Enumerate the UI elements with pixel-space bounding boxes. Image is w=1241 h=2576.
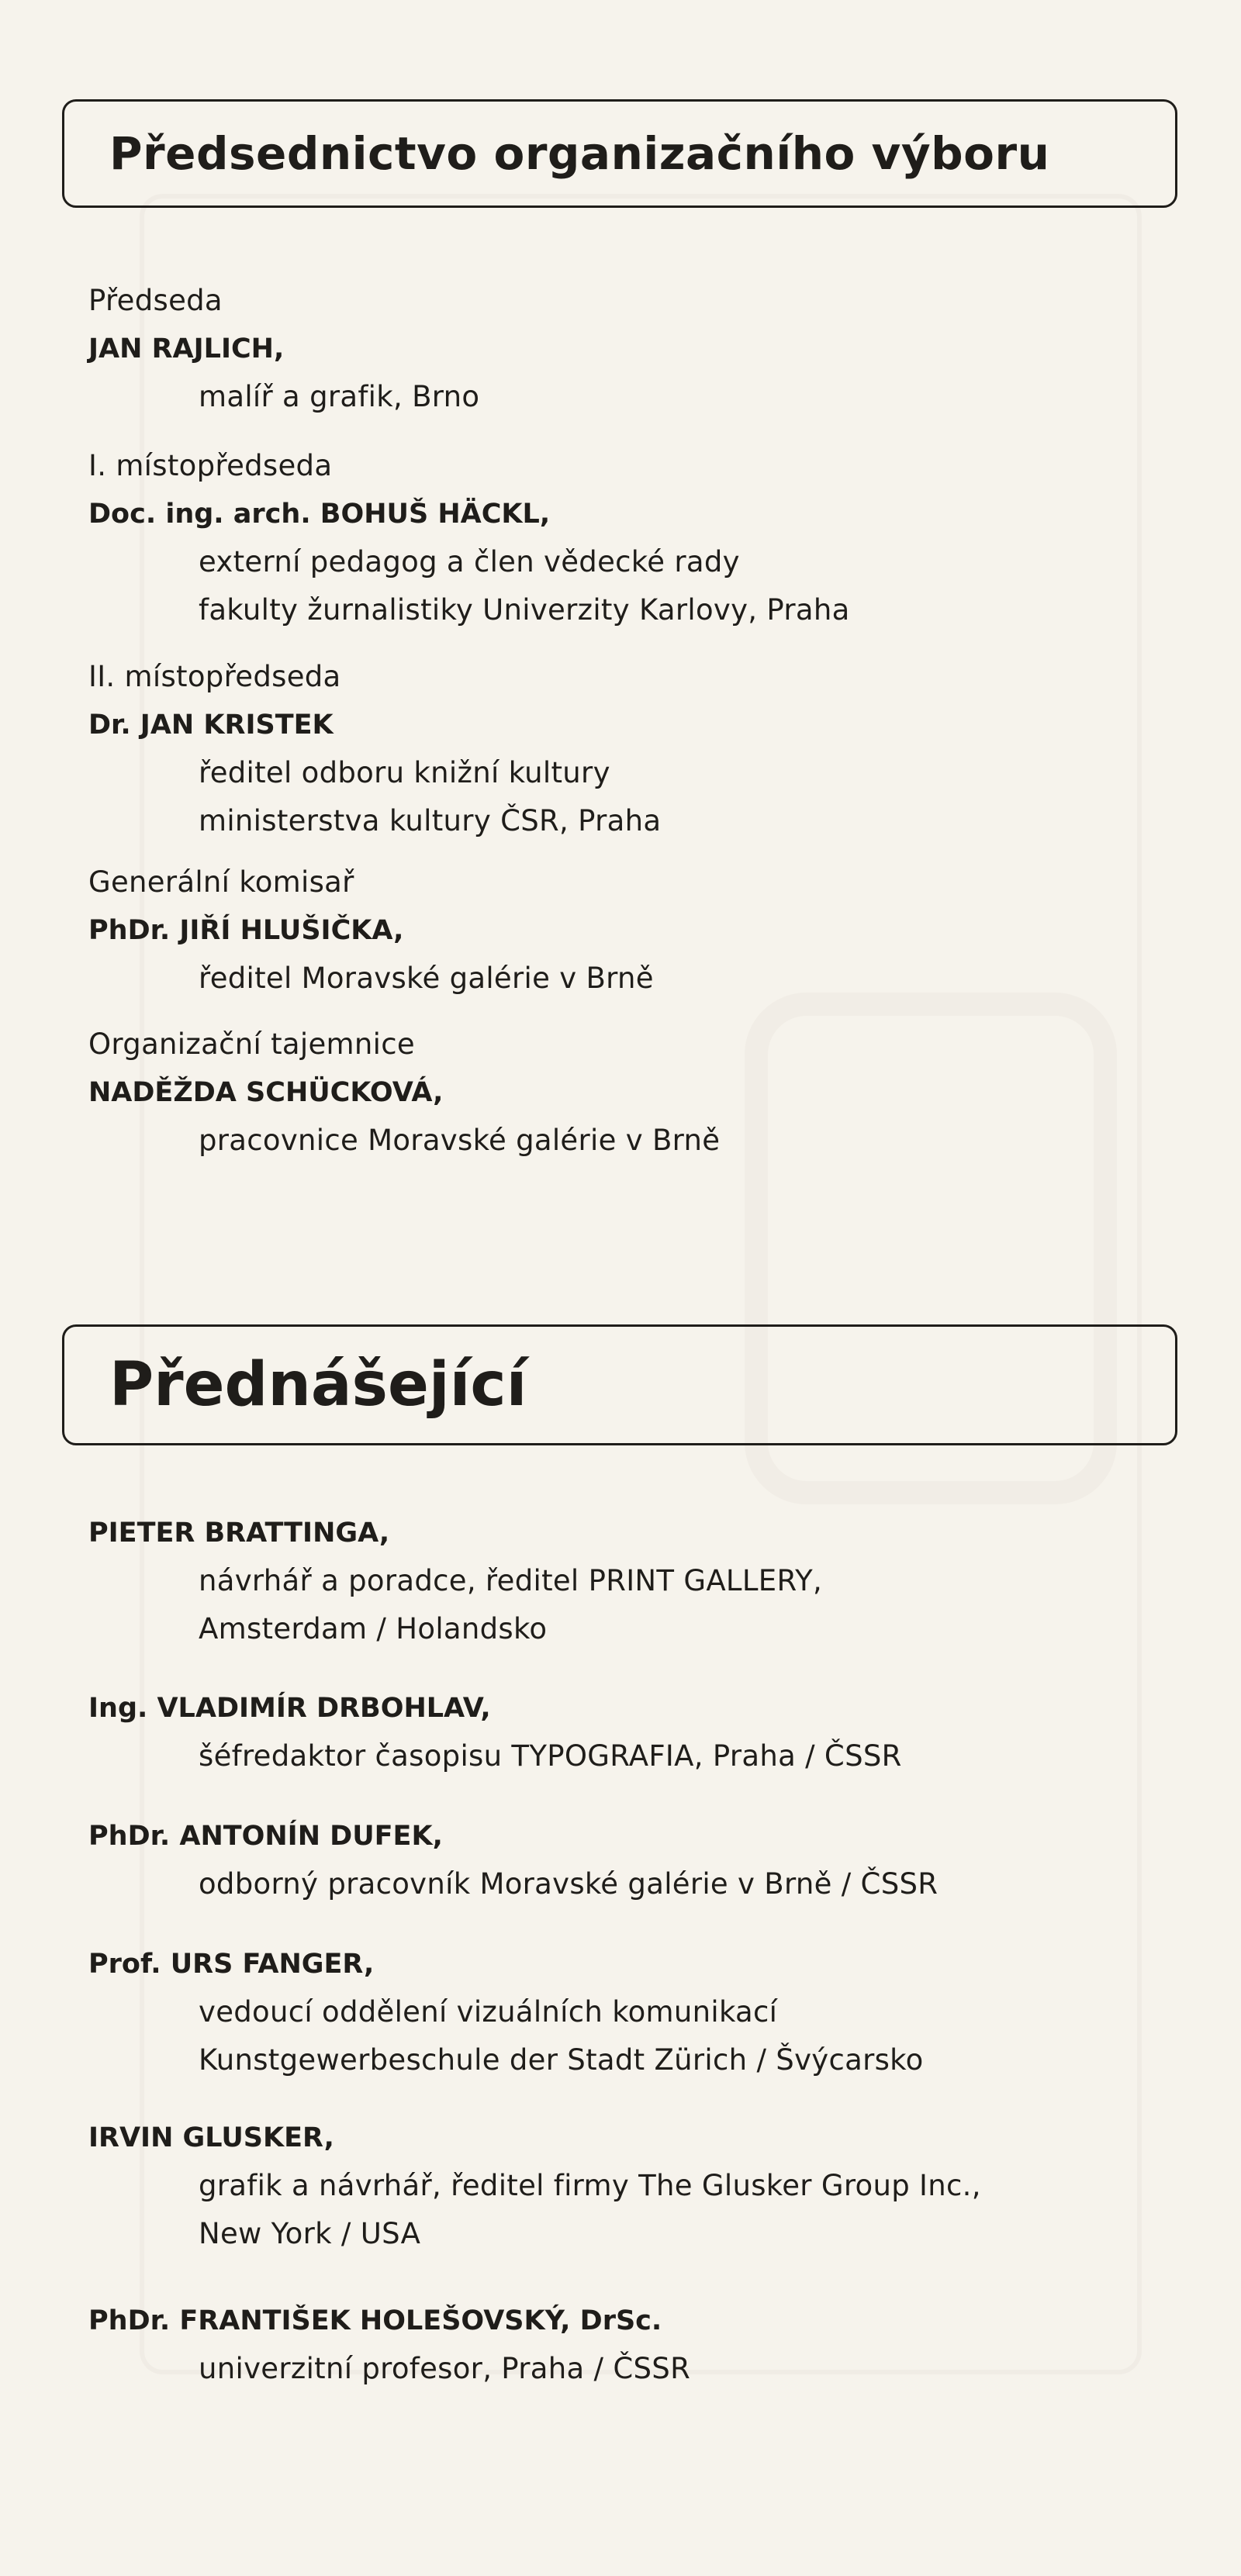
member-name: PhDr. JIŘÍ HLUŠIČKA, [88,915,404,946]
speaker-description: šéfredaktor časopisu TYPOGRAFIA, Praha / ČSSR [199,1739,902,1773]
committee-heading-box [62,99,1177,208]
speaker-description: vedoucí oddělení vizuálních komunikací [199,1995,778,2029]
speaker-entry [88,1509,1174,1653]
speaker-name: IRVIN GLUSKER, [88,2122,334,2153]
member-description: fakulty žurnalistiky Univerzity Karlovy, Praha [199,593,850,627]
member-description: ministerstva kultury ČSR, Praha [199,804,662,837]
member-description: externí pedagog a člen vědecké rady [199,545,740,578]
member-name: Dr. JAN KRISTEK [88,710,334,741]
speaker-entry [88,1684,1174,1780]
speakers-heading-box [62,1324,1177,1445]
speaker-description: Amsterdam / Holandsko [199,1612,548,1645]
speakers-heading: Přednášející [109,1350,527,1420]
committee-member-chairman [88,277,1174,421]
speaker-description: New York / USA [199,2217,421,2250]
member-role: I. místopředseda [88,449,333,482]
speaker-description: návrhář a poradce, ředitel PRINT GALLERY, [199,1564,823,1597]
committee-heading: Předsednictvo organizačního výboru [109,127,1050,180]
speaker-entry [88,1940,1174,2084]
speaker-description: grafik a návrhář, ředitel firmy The Glusker Group Inc., [199,2169,981,2202]
speaker-description: univerzitní profesor, Praha / ČSSR [199,2352,691,2385]
speaker-description: odborný pracovník Moravské galérie v Brně / ČSSR [199,1867,939,1901]
member-role: II. místopředseda [88,660,341,693]
member-name: Doc. ing. arch. BOHUŠ HÄCKL, [88,499,551,530]
speaker-entry [88,2297,1174,2393]
speaker-name: PIETER BRATTINGA, [88,1518,390,1549]
member-name: NADĚŽDA SCHÜCKOVÁ, [88,1077,444,1108]
member-role: Organizační tajemnice [88,1027,415,1061]
member-description: ředitel odboru knižní kultury [199,756,610,789]
member-description: malíř a grafik, Brno [199,380,480,413]
speaker-name: PhDr. ANTONÍN DUFEK, [88,1821,443,1852]
committee-member-vice-chairman-2 [88,653,1174,845]
member-description: ředitel Moravské galérie v Brně [199,962,654,995]
member-role: Předseda [88,284,223,317]
speaker-entry [88,2114,1174,2258]
speaker-description: Kunstgewerbeschule der Stadt Zürich / Švýcarsko [199,2043,924,2077]
committee-member-secretary [88,1020,1174,1165]
committee-member-vice-chairman-1 [88,442,1174,634]
speaker-entry [88,1812,1174,1908]
member-name: JAN RAJLICH, [88,333,285,364]
speaker-name: Prof. URS FANGER, [88,1949,375,1980]
speaker-name: PhDr. FRANTIŠEK HOLEŠOVSKÝ, DrSc. [88,2305,662,2336]
member-description: pracovnice Moravské galérie v Brně [199,1124,721,1157]
speaker-name: Ing. VLADIMÍR DRBOHLAV, [88,1693,491,1724]
committee-member-commissioner [88,858,1174,1003]
member-role: Generální komisař [88,865,354,899]
